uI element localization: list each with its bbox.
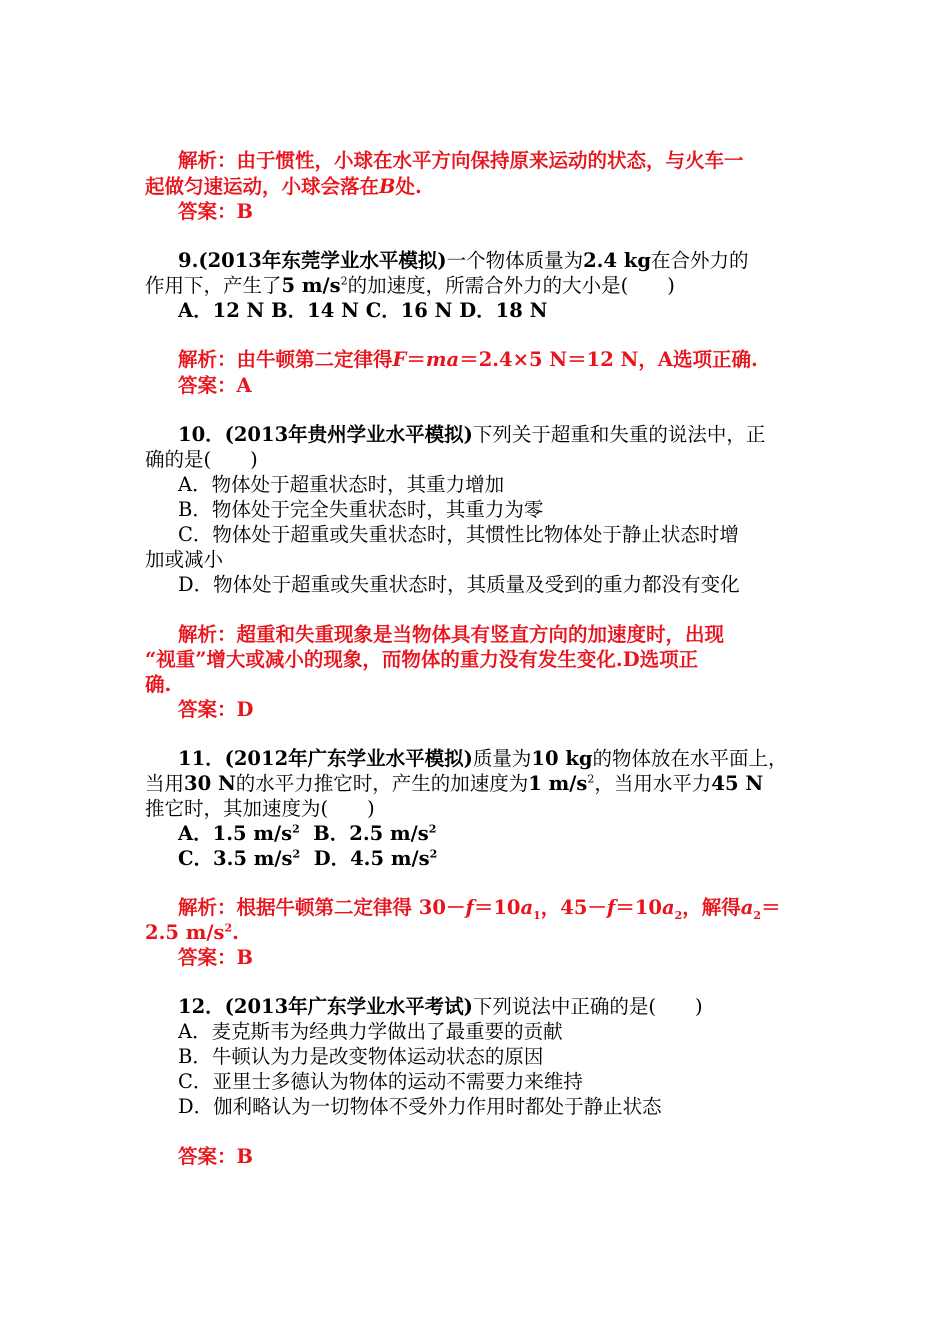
explanation-text: 根据牛顿第二定律得 30－	[236, 896, 466, 919]
q10-stem-line1	[178, 422, 765, 448]
question-number: 11．(2012年广东学业水平模拟)	[178, 747, 473, 770]
answer-label: 答案：	[178, 374, 237, 397]
explanation-text: ，解得	[682, 896, 741, 919]
quantity: 1 m/s	[528, 772, 588, 795]
variable-f: f	[606, 896, 616, 919]
explanation-text: “视重”增大或减小的现象，而物体的重力没有发生变化.	[145, 648, 623, 671]
option-b: B．2.5 m/s	[299, 822, 429, 845]
q10-explanation-line2	[145, 647, 698, 673]
q11-stem-line3: 推它时，其加速度为( )	[145, 797, 375, 820]
q10-option-c-line1: C．物体处于超重或失重状态时，其惯性比物体处于静止状态时增	[178, 523, 739, 546]
answer-value: B	[236, 200, 253, 223]
answer-value: A	[236, 374, 252, 397]
question-number: 12．	[178, 995, 225, 1018]
q10-option-a: A．物体处于超重状态时，其重力增加	[178, 473, 505, 496]
quantity: 10 kg	[531, 747, 593, 770]
option-a: A．1.5 m/s	[178, 822, 293, 845]
explanation-text: 由于惯性，小球在水平方向保持原来运动的状态，与火车一	[236, 149, 744, 172]
question-text: 下列关于超重和失重的说法中，正	[472, 423, 766, 446]
superscript: 2	[292, 822, 300, 836]
variable-a: a	[520, 896, 534, 919]
variable-ma: ma	[425, 348, 460, 371]
explanation-label: 解析：	[178, 623, 237, 646]
q11-explanation-line2	[145, 920, 239, 946]
q10-explanation-line3: 确.	[145, 673, 172, 696]
equals-sign: ＝	[761, 896, 781, 919]
q8-answer	[178, 199, 253, 225]
explanation-text: 选项正	[639, 648, 699, 671]
explanation-text: ＝2.4×5 N＝12 N，A	[459, 348, 674, 371]
explanation-text: 处.	[395, 175, 422, 198]
answer-label: 答案：	[178, 946, 237, 969]
variable-f: F	[392, 348, 407, 371]
quantity: 30 N	[184, 772, 236, 795]
q9-options: A．12 N B．14 N C．16 N D．18 N	[178, 299, 548, 322]
q10-option-d: D．物体处于超重或失重状态时，其质量及受到的重力都没有变化	[178, 573, 740, 596]
q12-answer	[178, 1144, 253, 1170]
question-source: 013年广东学业水平考试)	[247, 995, 473, 1018]
explanation-label: 解析：	[178, 896, 237, 919]
q8-explanation-line1	[178, 148, 744, 174]
subscript: 2	[753, 908, 762, 922]
question-text: 的加速度，所需合外力的大小是( )	[347, 274, 675, 297]
question-text: 的物体放在水平面上，	[592, 747, 788, 770]
quantity: 2.4 kg	[583, 249, 651, 272]
option-c: C．3.5 m/s	[178, 847, 293, 870]
q11-options-ab	[178, 821, 436, 847]
q10-answer	[178, 697, 253, 723]
q12-option-d: D．伽利略认为一切物体不受外力作用时都处于静止状态	[178, 1095, 662, 1118]
q11-options-cd	[178, 846, 437, 872]
option-d: D．4.5 m/s	[300, 847, 430, 870]
equals-sign: ＝	[406, 348, 426, 371]
question-text: 下列说法中正确的是( )	[472, 995, 703, 1018]
question-source: (2	[224, 995, 248, 1018]
superscript: 2	[224, 921, 233, 935]
q9-explanation	[178, 347, 758, 373]
superscript: 2	[587, 772, 595, 786]
quantity: 5 m/s	[281, 274, 341, 297]
question-text: 当用	[145, 772, 185, 795]
q12-option-a: A．麦克斯韦为经典力学做出了最重要的贡献	[178, 1020, 563, 1043]
q11-answer	[178, 945, 253, 971]
answer-value: B	[236, 1145, 253, 1168]
answer-label: 答案：	[178, 200, 237, 223]
q11-explanation-line1	[178, 895, 781, 921]
question-text: 的水平力推它时，产生的加速度为	[235, 772, 529, 795]
explanation-label: 解析：	[178, 348, 237, 371]
q10-option-b: B．物体处于完全失重状态时，其重力为零	[178, 498, 544, 521]
option-letter: D	[622, 648, 640, 671]
explanation-text: 由牛顿第二定律得	[236, 348, 393, 371]
superscript: 2	[340, 274, 348, 288]
explanation-text: 2.5 m/s	[145, 921, 225, 944]
superscript: 2	[429, 847, 438, 861]
q12-stem	[178, 994, 703, 1020]
q10-stem-line2: 确的是( )	[145, 448, 258, 471]
explanation-text: ＝10	[473, 896, 521, 919]
q12-option-c: C．亚里士多德认为物体的运动不需要力来维持	[178, 1070, 583, 1093]
answer-label: 答案：	[178, 698, 237, 721]
question-text: ，当用水平力	[594, 772, 712, 795]
q9-answer	[178, 373, 252, 399]
answer-value: B	[236, 946, 253, 969]
explanation-text: 起做匀速运动，小球会落在	[145, 175, 380, 198]
q10-option-c-line2: 加或减小	[145, 548, 224, 571]
q11-stem-line1	[178, 746, 787, 772]
question-text: 作用下，产生了	[145, 274, 282, 297]
superscript: 2	[292, 847, 301, 861]
q9-stem-line2	[145, 273, 675, 299]
q12-option-b: B．牛顿认为力是改变物体运动状态的原因	[178, 1045, 544, 1068]
question-number: 10．(2013年贵州学业水平模拟)	[178, 423, 473, 446]
variable-a: a	[661, 896, 675, 919]
variable-f: f	[465, 896, 474, 919]
explanation-text: 选项正确.	[673, 348, 758, 371]
answer-label: 答案：	[178, 1145, 237, 1168]
explanation-label: 解析：	[178, 149, 237, 172]
subscript: 1	[533, 908, 541, 922]
question-text: 一个物体质量为	[446, 249, 584, 272]
superscript: 2	[428, 822, 437, 836]
question-number: 9.(2013年东莞学业水平模拟)	[178, 249, 447, 272]
explanation-text: 超重和失重现象是当物体具有竖直方向的加速度时，出现	[236, 623, 725, 646]
q10-explanation-line1	[178, 622, 724, 648]
question-text: 质量为	[472, 747, 532, 770]
subscript: 2	[674, 908, 683, 922]
q8-explanation-line2	[145, 174, 422, 200]
explanation-text: .	[232, 921, 239, 944]
q11-stem-line2	[145, 771, 763, 797]
quantity: 45 N	[711, 772, 764, 795]
explanation-text: ，45－	[540, 896, 607, 919]
variable-b: B	[379, 175, 396, 198]
explanation-text: ＝10	[615, 896, 662, 919]
answer-value: D	[236, 698, 254, 721]
variable-a: a	[740, 896, 754, 919]
question-text: 在合外力的	[650, 249, 749, 272]
q9-stem-line1	[178, 248, 749, 274]
